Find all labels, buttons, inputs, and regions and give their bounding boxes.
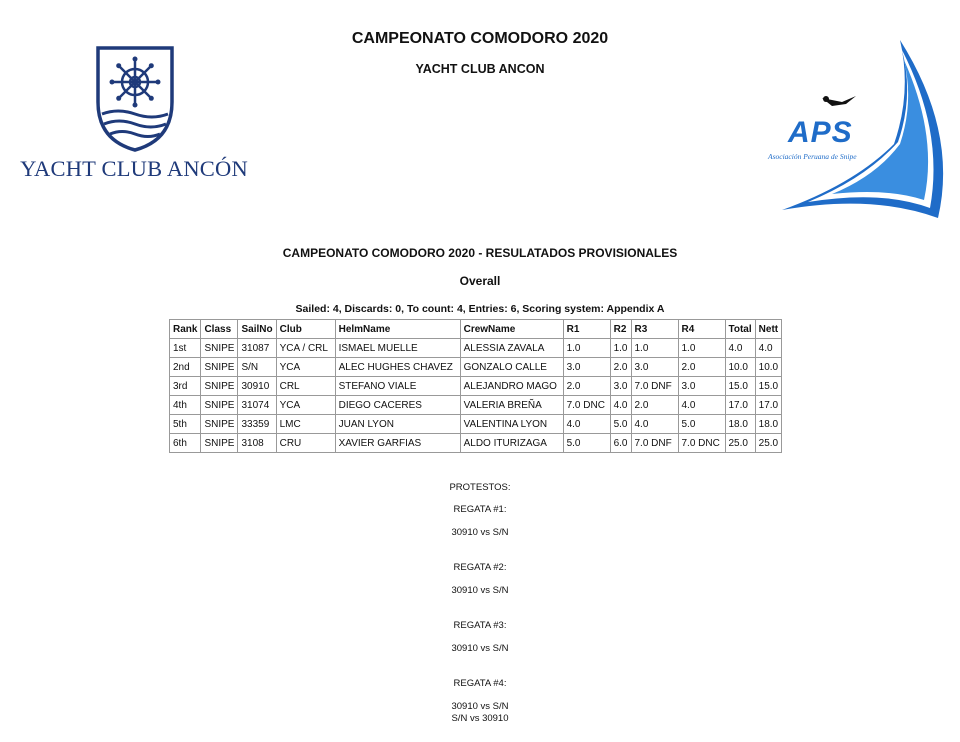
col-r2: R2 [610, 320, 631, 339]
cell-r4: 2.0 [678, 358, 725, 377]
cell-r1: 3.0 [563, 358, 610, 377]
table-row [170, 415, 782, 434]
col-rank: Rank [170, 320, 201, 339]
protest-line: 30910 vs S/N [451, 527, 509, 538]
table-row [170, 396, 782, 415]
col-total: Total [725, 320, 755, 339]
cell-rank: 4th [170, 396, 201, 415]
cell-class: SNIPE [201, 358, 238, 377]
regata-block [0, 504, 960, 539]
cell-r2: 5.0 [610, 415, 631, 434]
regata-block [0, 620, 960, 655]
cell-r3: 7.0 DNF [631, 434, 678, 453]
protest-line: 30910 vs S/N [451, 643, 509, 654]
cell-sailno: 30910 [238, 377, 276, 396]
cell-r4: 4.0 [678, 396, 725, 415]
regata-block [0, 562, 960, 597]
cell-class: SNIPE [201, 339, 238, 358]
cell-club: YCA [276, 358, 335, 377]
cell-r3: 7.0 DNF [631, 377, 678, 396]
protests-section [0, 482, 960, 725]
cell-club: YCA [276, 396, 335, 415]
cell-total: 18.0 [725, 415, 755, 434]
regata-block [0, 678, 960, 725]
page-title: CAMPEONATO COMODORO 2020 [351, 30, 609, 47]
cell-r4: 1.0 [678, 339, 725, 358]
aps-letters: APS [788, 116, 853, 149]
cell-r2: 1.0 [610, 339, 631, 358]
cell-nett: 25.0 [755, 434, 781, 453]
results-section: Overall [459, 274, 501, 288]
table-row [170, 434, 782, 453]
cell-rank: 1st [170, 339, 201, 358]
cell-nett: 15.0 [755, 377, 781, 396]
cell-sailno: 3108 [238, 434, 276, 453]
cell-total: 4.0 [725, 339, 755, 358]
cell-rank: 5th [170, 415, 201, 434]
cell-club: CRU [276, 434, 335, 453]
cell-total: 10.0 [725, 358, 755, 377]
regata-name: REGATA #2: [453, 562, 507, 573]
cell-class: SNIPE [201, 415, 238, 434]
protest-line: 30910 vs S/N [451, 585, 509, 596]
results-heading: CAMPEONATO COMODORO 2020 - RESULATADOS PROVISIONALES [282, 246, 678, 260]
cell-helmname: XAVIER GARFIAS [335, 434, 460, 453]
col-sailno: SailNo [238, 320, 276, 339]
col-club: Club [276, 320, 335, 339]
cell-r1: 7.0 DNC [563, 396, 610, 415]
cell-helmname: ISMAEL MUELLE [335, 339, 460, 358]
table-row [170, 377, 782, 396]
cell-helmname: JUAN LYON [335, 415, 460, 434]
cell-helmname: DIEGO CACERES [335, 396, 460, 415]
cell-sailno: 31087 [238, 339, 276, 358]
cell-nett: 18.0 [755, 415, 781, 434]
col-helmname: HelmName [335, 320, 460, 339]
cell-crewname: ALEJANDRO MAGO [460, 377, 563, 396]
cell-class: SNIPE [201, 377, 238, 396]
protest-line: 30910 vs S/N [451, 701, 509, 712]
cell-r3: 2.0 [631, 396, 678, 415]
yacht-club-name: YACHT CLUB ANCÓN [20, 156, 248, 181]
cell-rank: 2nd [170, 358, 201, 377]
cell-r1: 4.0 [563, 415, 610, 434]
cell-sailno: S/N [238, 358, 276, 377]
cell-nett: 10.0 [755, 358, 781, 377]
regata-name: REGATA #1: [453, 504, 507, 515]
regata-name: REGATA #4: [453, 678, 507, 689]
cell-crewname: VALENTINA LYON [460, 415, 563, 434]
col-r3: R3 [631, 320, 678, 339]
cell-r2: 4.0 [610, 396, 631, 415]
col-class: Class [201, 320, 238, 339]
cell-r2: 6.0 [610, 434, 631, 453]
cell-club: YCA / CRL [276, 339, 335, 358]
cell-club: CRL [276, 377, 335, 396]
cell-crewname: VALERIA BREÑA [460, 396, 563, 415]
col-nett: Nett [755, 320, 781, 339]
cell-r1: 2.0 [563, 377, 610, 396]
cell-r1: 5.0 [563, 434, 610, 453]
cell-r1: 1.0 [563, 339, 610, 358]
aps-subtext: Asociación Peruana de Snipe [768, 152, 857, 161]
cell-club: LMC [276, 415, 335, 434]
cell-nett: 17.0 [755, 396, 781, 415]
cell-crewname: GONZALO CALLE [460, 358, 563, 377]
cell-helmname: ALEC HUGHES CHAVEZ [335, 358, 460, 377]
cell-class: SNIPE [201, 434, 238, 453]
col-r1: R1 [563, 320, 610, 339]
results-summary: Sailed: 4, Discards: 0, To count: 4, Entries: 6, Scoring system: Appendix A [295, 303, 665, 315]
page-subtitle: YACHT CLUB ANCON [415, 62, 545, 76]
cell-total: 17.0 [725, 396, 755, 415]
protests-heading: PROTESTOS: [449, 482, 511, 493]
cell-sailno: 31074 [238, 396, 276, 415]
cell-total: 25.0 [725, 434, 755, 453]
cell-r4: 3.0 [678, 377, 725, 396]
cell-helmname: STEFANO VIALE [335, 377, 460, 396]
cell-crewname: ALDO ITURIZAGA [460, 434, 563, 453]
col-r4: R4 [678, 320, 725, 339]
cell-sailno: 33359 [238, 415, 276, 434]
table-row [170, 339, 782, 358]
cell-r2: 3.0 [610, 377, 631, 396]
cell-rank: 6th [170, 434, 201, 453]
ship-wheel-icon [94, 44, 176, 154]
table-header-row [170, 320, 782, 339]
cell-r4: 7.0 DNC [678, 434, 725, 453]
cell-class: SNIPE [201, 396, 238, 415]
cell-nett: 4.0 [755, 339, 781, 358]
cell-r3: 3.0 [631, 358, 678, 377]
table-row [170, 358, 782, 377]
cell-r2: 2.0 [610, 358, 631, 377]
results-table [169, 319, 782, 453]
cell-r3: 1.0 [631, 339, 678, 358]
cell-r4: 5.0 [678, 415, 725, 434]
cell-crewname: ALESSIA ZAVALA [460, 339, 563, 358]
protest-line: S/N vs 30910 [451, 713, 509, 724]
col-crewname: CrewName [460, 320, 563, 339]
regata-name: REGATA #3: [453, 620, 507, 631]
cell-rank: 3rd [170, 377, 201, 396]
cell-total: 15.0 [725, 377, 755, 396]
cell-r3: 4.0 [631, 415, 678, 434]
